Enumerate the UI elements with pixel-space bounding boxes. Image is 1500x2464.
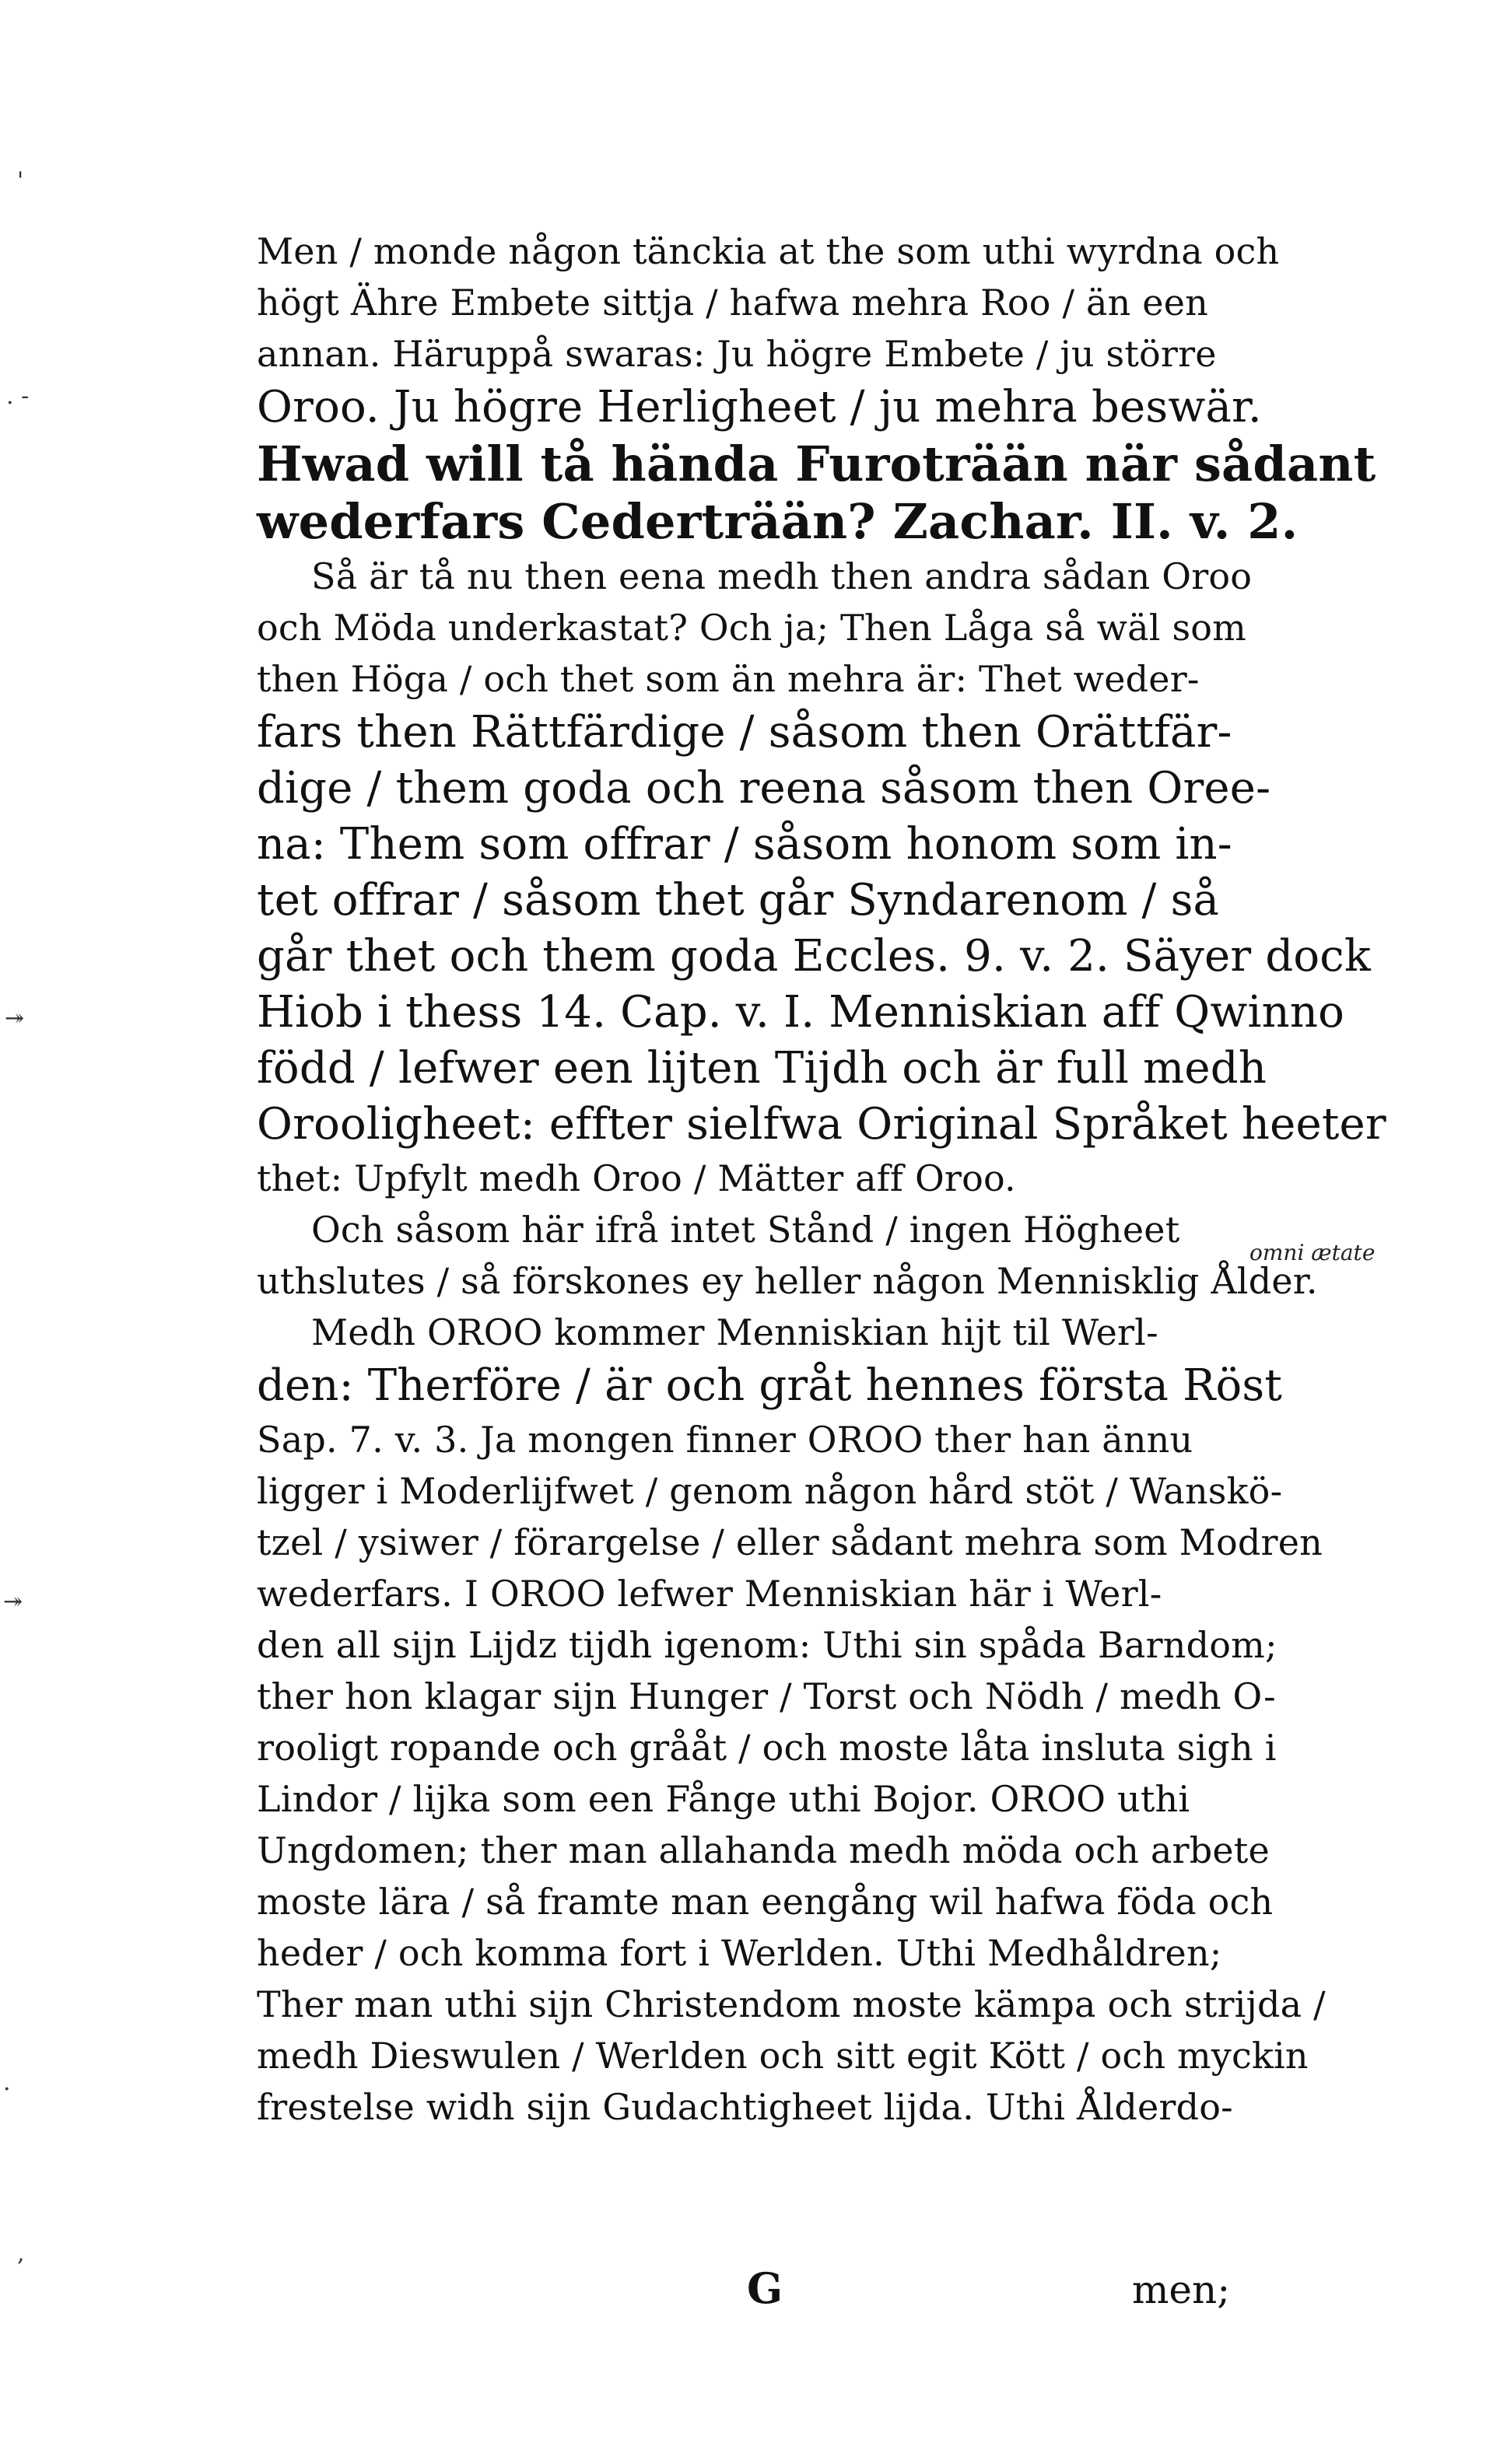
text-line: Orooligheet: effter sielfwa Original Språket heeter (257, 1099, 1386, 1150)
signature-mark: G (747, 2263, 783, 2313)
text-line: född / lefwer een lijten Tijdh och är full medh (257, 1043, 1267, 1094)
text-line: fars then Rättfärdige / såsom then Orättfär- (257, 707, 1232, 758)
text-line: går thet och them goda Eccles. 9. v. 2. Säyer dock (257, 931, 1371, 982)
text-line: moste lära / så framte man eengång wil hafwa föda och (257, 1881, 1274, 1923)
margin-speck: ↠ (3, 1588, 23, 1615)
text-line: Lindor / lijka som een Fånge uthi Bojor. OROO uthi (257, 1778, 1190, 1820)
text-line: then Höga / och thet som än mehra är: Thet weder- (257, 658, 1200, 700)
text-line: heder / och komma fort i Werlden. Uthi Medhåldren; (257, 1932, 1222, 1974)
text-line: den all sijn Lijdz tijdh igenom: Uthi sin spåda Barndom; (257, 1624, 1277, 1666)
text-line: ther hon klagar sijn Hunger / Torst och Nödh / medh O- (257, 1675, 1276, 1717)
text-line: na: Them som offrar / såsom honom som in- (257, 819, 1232, 870)
text-line: Oroo. Ju högre Herligheet / ju mehra beswär. (257, 382, 1262, 432)
text-line: Så är tå nu then eena medh then andra sådan Oroo (311, 555, 1253, 597)
margin-speck: ' (17, 167, 24, 194)
text-line: Ungdomen; ther man allahanda medh möda och arbete (257, 1829, 1270, 1871)
margin-note: omni ætate (1249, 1240, 1376, 1265)
text-line: annan. Häruppå swaras: Ju högre Embete / ju större (257, 333, 1217, 375)
text-line: Hiob i thess 14. Cap. v. I. Menniskian aff Qwinno (257, 987, 1345, 1038)
text-line: rooligt ropande och grååt / och moste låta insluta sigh i (257, 1727, 1277, 1769)
text-line: frestelse widh sijn Gudachtigheet lijda. Uthi Ålderdo- (257, 2086, 1233, 2128)
text-line: Men / monde någon tänckia at the som uthi wyrdna och (257, 230, 1280, 272)
text-line: och Möda underkastat? Och ja; Then Låga så wäl som (257, 607, 1246, 649)
text-line: thet: Upfylt medh Oroo / Mätter aff Oroo. (257, 1157, 1016, 1199)
text-line: wederfars. I OROO lefwer Menniskian här i Werl- (257, 1573, 1162, 1615)
text-line: den: Therföre / är och gråt hennes första Röst (257, 1360, 1283, 1411)
margin-speck: ↠ (5, 1005, 25, 1032)
text-line: Och såsom här ifrå intet Stånd / ingen Högheet (311, 1209, 1180, 1251)
margin-speck: . - (6, 383, 30, 410)
text-line: medh Dieswulen / Werlden och sitt egit Kött / och myckin (257, 2035, 1309, 2077)
text-line: Medh OROO kommer Menniskian hijt til Werl- (311, 1311, 1158, 1353)
margin-speck: , (17, 2240, 25, 2267)
text-line: Sap. 7. v. 3. Ja mongen finner OROO ther han ännu (257, 1419, 1193, 1461)
margin-speck: . (3, 2069, 11, 2096)
text-line: tzel / ysiwer / förargelse / eller sådant mehra som Modren (257, 1521, 1323, 1563)
text-line: wederfars Cederträän? Zachar. II. v. 2. (257, 493, 1298, 550)
text-line: tet offrar / såsom thet går Syndarenom / så (257, 875, 1220, 926)
text-line: Hwad will tå hända Furoträän när sådant (257, 436, 1376, 492)
catchword: men; (1132, 2267, 1231, 2312)
text-line: uthslutes / så förskones ey heller någon Mennisklig Ålder. (257, 1260, 1318, 1302)
text-line: Ther man uthi sijn Christendom moste kämpa och strijda / (257, 1983, 1326, 2025)
text-line: dige / them goda och reena såsom then Oree- (257, 763, 1271, 814)
text-line: ligger i Moderlijfwet / genom någon hård stöt / Wanskö- (257, 1470, 1283, 1512)
text-line: högt Ähre Embete sittja / hafwa mehra Roo / än een (257, 282, 1208, 324)
